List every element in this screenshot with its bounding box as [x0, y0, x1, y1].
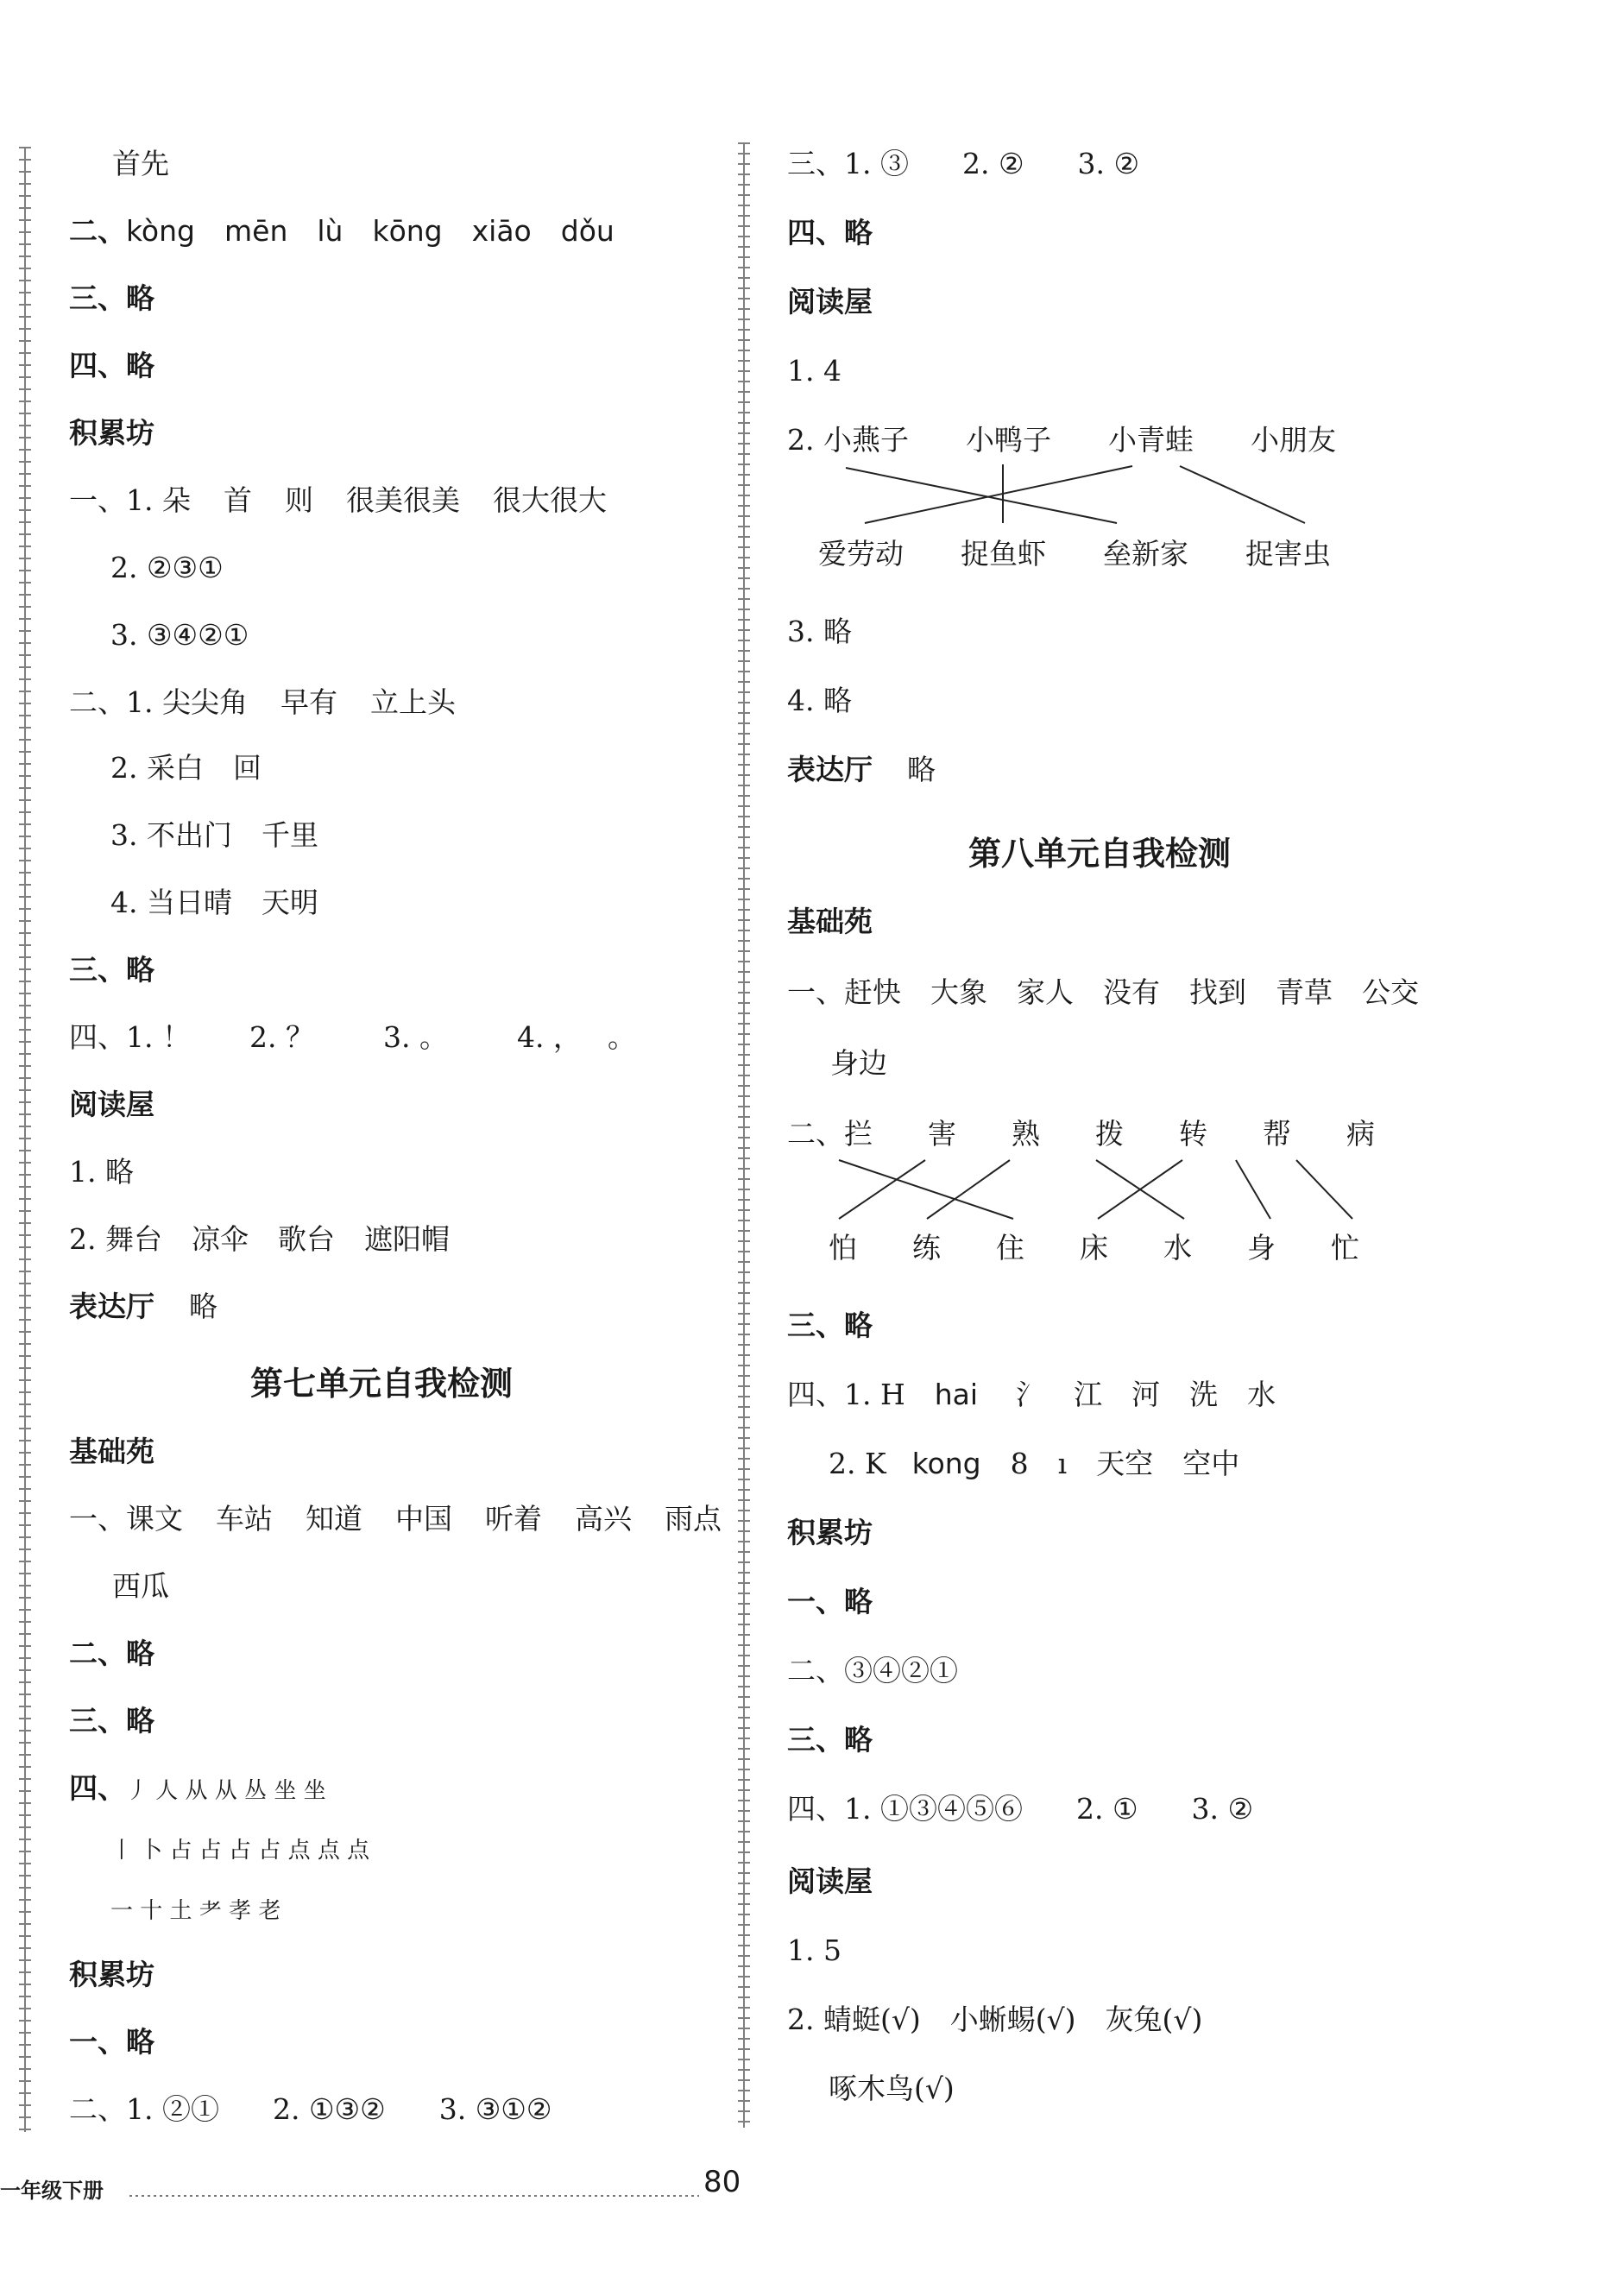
answer-line: 2. 舞台 凉伞 歌台 遮阳帽 [69, 1222, 450, 1256]
section-label: 积累坊 [787, 1516, 873, 1549]
answer-line: 西瓜 [112, 1569, 169, 1603]
match-line [927, 1160, 1010, 1219]
answer-line: 三、略 [69, 953, 154, 987]
answer-line: 1. 5 [787, 1933, 841, 1967]
answer-line: 四、略 [69, 349, 154, 382]
answer-line: 3. ③④②① [110, 618, 249, 652]
page-number: 80 [703, 2165, 741, 2199]
matching-lines-1 [787, 461, 1391, 539]
answer-line: 啄木鸟(√) [829, 2072, 955, 2105]
unit-heading: 第八单元自我检测 [968, 834, 1232, 873]
answer-line: 一、略 [787, 1585, 873, 1618]
section-label: 阅读屋 [69, 1088, 154, 1121]
answer-line: 首先 [112, 147, 169, 180]
section-label: 基础苑 [787, 905, 873, 938]
match-line [846, 468, 1117, 523]
answer-line: 二、1. ②① 2. ①③② 3. ③①② [69, 2092, 552, 2126]
answer-line: 三、1. ③ 2. ② 3. ② [787, 147, 1140, 180]
answer-line: 3. 略 [787, 615, 852, 648]
column-divider [738, 142, 750, 2128]
answer-line: 三、略 [787, 1723, 873, 1757]
answer-line: 三、略 [787, 1309, 873, 1342]
answer-line: 2. 采白 回 [110, 751, 262, 785]
unit-heading: 第七单元自我检测 [250, 1364, 514, 1403]
stroke-order-line: 丨 卜 占 占 占 占 点 点 点 [110, 1838, 370, 1864]
section-label: 积累坊 [69, 416, 154, 450]
match-line [1180, 466, 1305, 523]
match-line [1296, 1160, 1352, 1219]
match-line [839, 1160, 1013, 1219]
answer-line: 四、1. ！ 2. ？ 3. 。 4. ， 。 [69, 1020, 636, 1054]
answer-line: 四、1. ①③④⑤⑥ 2. ① 3. ② [787, 1792, 1254, 1826]
answer-line: 二、③④②① [787, 1654, 958, 1687]
answer-line: 4. 略 [787, 684, 852, 717]
answer-line: 一、课文 车站 知道 中国 听着 高兴 雨点 [69, 1502, 722, 1536]
section-label: 基础苑 [69, 1435, 154, 1468]
match-bottom-row: 爱劳动 捉鱼虾 垒新家 捉害虫 [818, 537, 1331, 571]
match-top-row: 二、拦 害 熟 拨 转 帮 病 [787, 1117, 1375, 1151]
answer-line: 四、略 [787, 216, 873, 249]
match-top-row: 2. 小燕子 小鸭子 小青蛙 小朋友 [787, 423, 1336, 457]
stroke-order-line: 一 十 土 耂 孝 老 [110, 1898, 281, 1924]
answer-line: 一、1. 朵 首 则 很美很美 很大很大 [69, 483, 607, 517]
answer-line: 三、略 [69, 1704, 154, 1738]
section-label: 阅读屋 [787, 285, 873, 319]
answer-line: 四、丿 人 从 从 丛 坐 坐 [69, 1771, 326, 1805]
answer-line: 一、赶快 大象 家人 没有 找到 青草 公交 [787, 975, 1419, 1009]
answer-line: 1. 略 [69, 1155, 134, 1189]
answer-line: 1. 4 [787, 354, 841, 388]
answer-line: 二、kòng mēn lù kōng xiāo dǒu [69, 214, 615, 248]
match-bottom-row: 怕 练 住 床 水 身 忙 [829, 1231, 1359, 1265]
answer-line: 3. 不出门 千里 [110, 818, 318, 852]
match-line [865, 466, 1132, 523]
match-line [839, 1160, 925, 1219]
answer-line: 表达厅 略 [787, 753, 936, 786]
answer-line: 2. K kong 8 ı 天空 空中 [829, 1447, 1240, 1480]
answer-line: 2. 蜻蜓(√) 小蜥蜴(√) 灰兔(√) [787, 2003, 1203, 2036]
answer-line: 二、1. 尖尖角 早有 立上头 [69, 685, 456, 719]
answer-line: 身边 [830, 1046, 887, 1080]
binding-margin [19, 147, 31, 2132]
answer-line: 表达厅 略 [69, 1290, 217, 1323]
answer-line: 二、略 [69, 1637, 154, 1670]
answer-line: 一、略 [69, 2025, 154, 2059]
section-label: 阅读屋 [787, 1864, 873, 1898]
matching-lines-2 [787, 1155, 1391, 1234]
footer-rule [129, 2195, 699, 2197]
footer-grade: 一年级下册 [0, 2179, 104, 2203]
section-label: 积累坊 [69, 1958, 154, 1991]
match-line [1236, 1160, 1270, 1219]
answer-line: 三、略 [69, 281, 154, 315]
answer-line: 4. 当日晴 天明 [110, 886, 318, 919]
answer-line: 2. ②③① [110, 551, 224, 584]
answer-line: 四、1. H hai 氵 江 河 洗 水 [787, 1378, 1276, 1411]
